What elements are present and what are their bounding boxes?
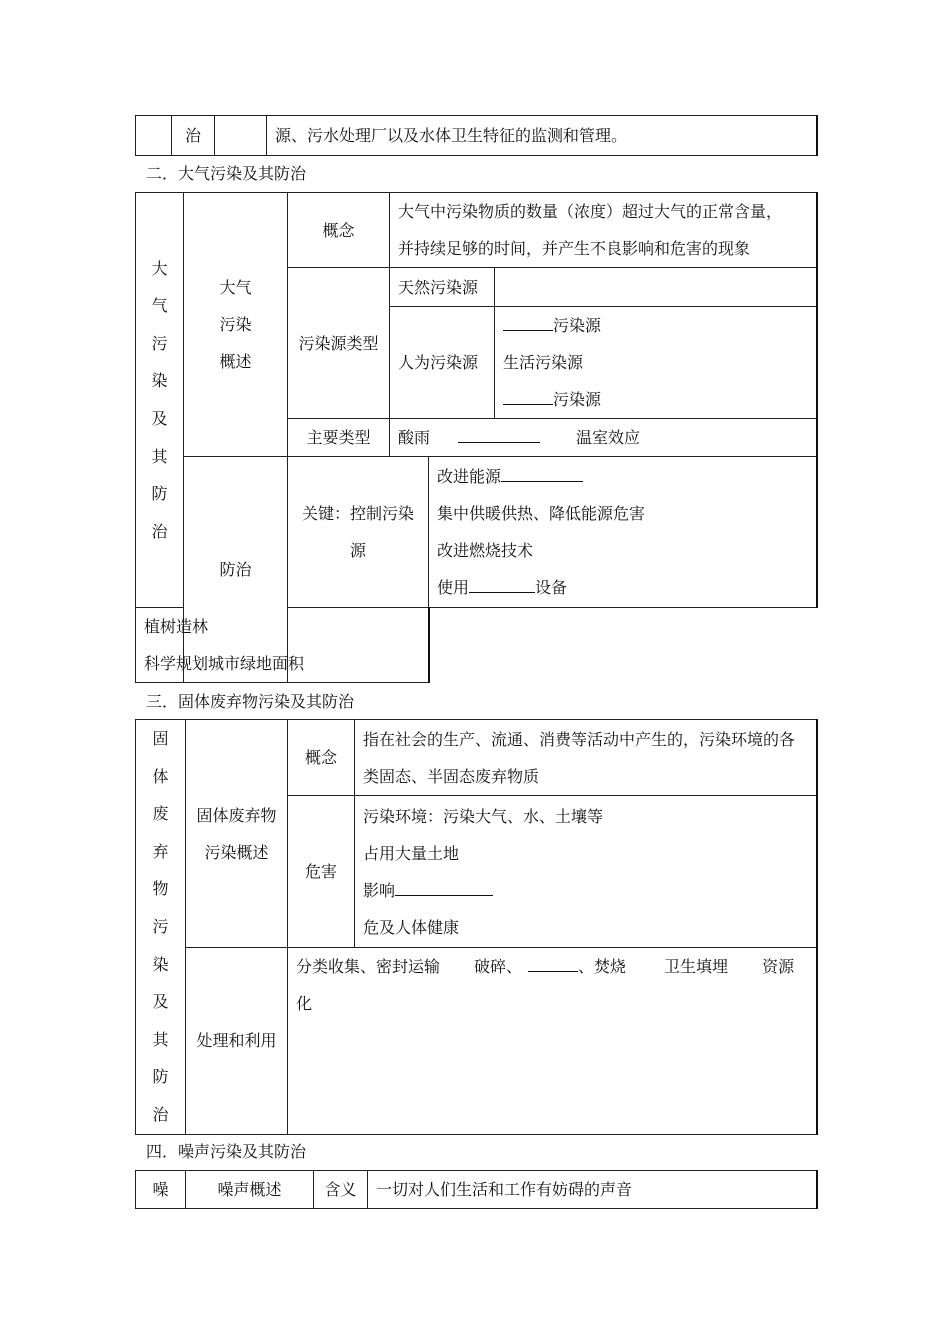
air-key-label: 关键：控制污染 源 [288,457,429,608]
noise-table [135,1170,818,1209]
noise-meaning-text: 一切对人们生活和工作有妨碍的声音 [368,1171,818,1209]
air-prevention-label: 防治 [184,457,288,683]
air-concept-text: 大气中污染物质的数量（浓度）超过大气的正常含量， 并持续足够的时间，并产生不良影响和危害的现象 [390,193,818,268]
top-cell-4: 源、污水处理厂以及水体卫生特征的监测和管理。 [267,116,818,156]
solid-concept-text: 指在社会的生产、流通、消费等活动中产生的，污染环境的各 类固态、半固态废弃物质 [355,720,818,796]
top-cell-1 [136,116,172,156]
air-concept-label: 概念 [288,193,390,268]
air-human-source-label: 人为污染源 [390,307,495,419]
solid-harm-label: 危害 [288,796,355,948]
blank-4[interactable] [501,465,583,482]
noise-cell-1: 噪 [136,1171,186,1209]
section-heading-solid: 三．固体废弃物污染及其防治 [146,692,355,711]
solid-concept-label: 概念 [288,720,355,796]
blank-2[interactable] [503,388,553,405]
air-key-items: 改进能源 集中供暖供热、降低能源危害 改进燃烧技术 使用 设备 [429,457,818,608]
air-main-types: 酸雨 温室效应 [390,419,818,457]
noise-meaning-label: 含义 [314,1171,368,1209]
top-cell-3 [215,116,267,156]
air-vertical-title: 大 气 污 染 及 其 防 治 [136,193,184,608]
top-cell-2: 治 [172,116,215,156]
solid-overview-label: 固体废弃物 污染概述 [186,720,288,948]
blank-1[interactable] [503,314,553,331]
air-main-type-label: 主要类型 [288,419,390,457]
solid-vertical-title: 固 体 废 弃 物 污 染 及 其 防 治 [136,720,186,1135]
section-heading-noise: 四．噪声污染及其防治 [146,1142,307,1161]
solid-waste-table [135,719,818,1135]
air-natural-source-value [495,268,818,307]
section-heading-air: 二．大气污染及其防治 [146,164,307,183]
air-natural-source-label: 天然污染源 [390,268,495,307]
solid-process-label: 处理和利用 [186,948,288,1134]
blank-6[interactable] [395,879,493,896]
air-human-source-items: 污染源 生活污染源 污染源 [495,307,818,419]
solid-harm-items: 污染环境：污染大气、水、土壤等 占用大量土地 影响 危及人体健康 [355,796,818,948]
air-green-items: 植树造林 科学规划城市绿地面积 [136,608,429,683]
blank-5[interactable] [469,576,535,593]
solid-process-items: 分类收集、密封运输 破碎、 、焚烧 卫生填埋 资源 化 [288,948,818,1134]
air-pollution-table [135,192,818,683]
air-source-type-label: 污染源类型 [288,268,390,419]
blank-7[interactable] [528,955,578,972]
air-overview-label: 大气 污染 概述 [184,193,288,457]
top-table [135,115,818,156]
noise-overview-label: 噪声概述 [186,1171,314,1209]
blank-3[interactable] [458,426,540,443]
